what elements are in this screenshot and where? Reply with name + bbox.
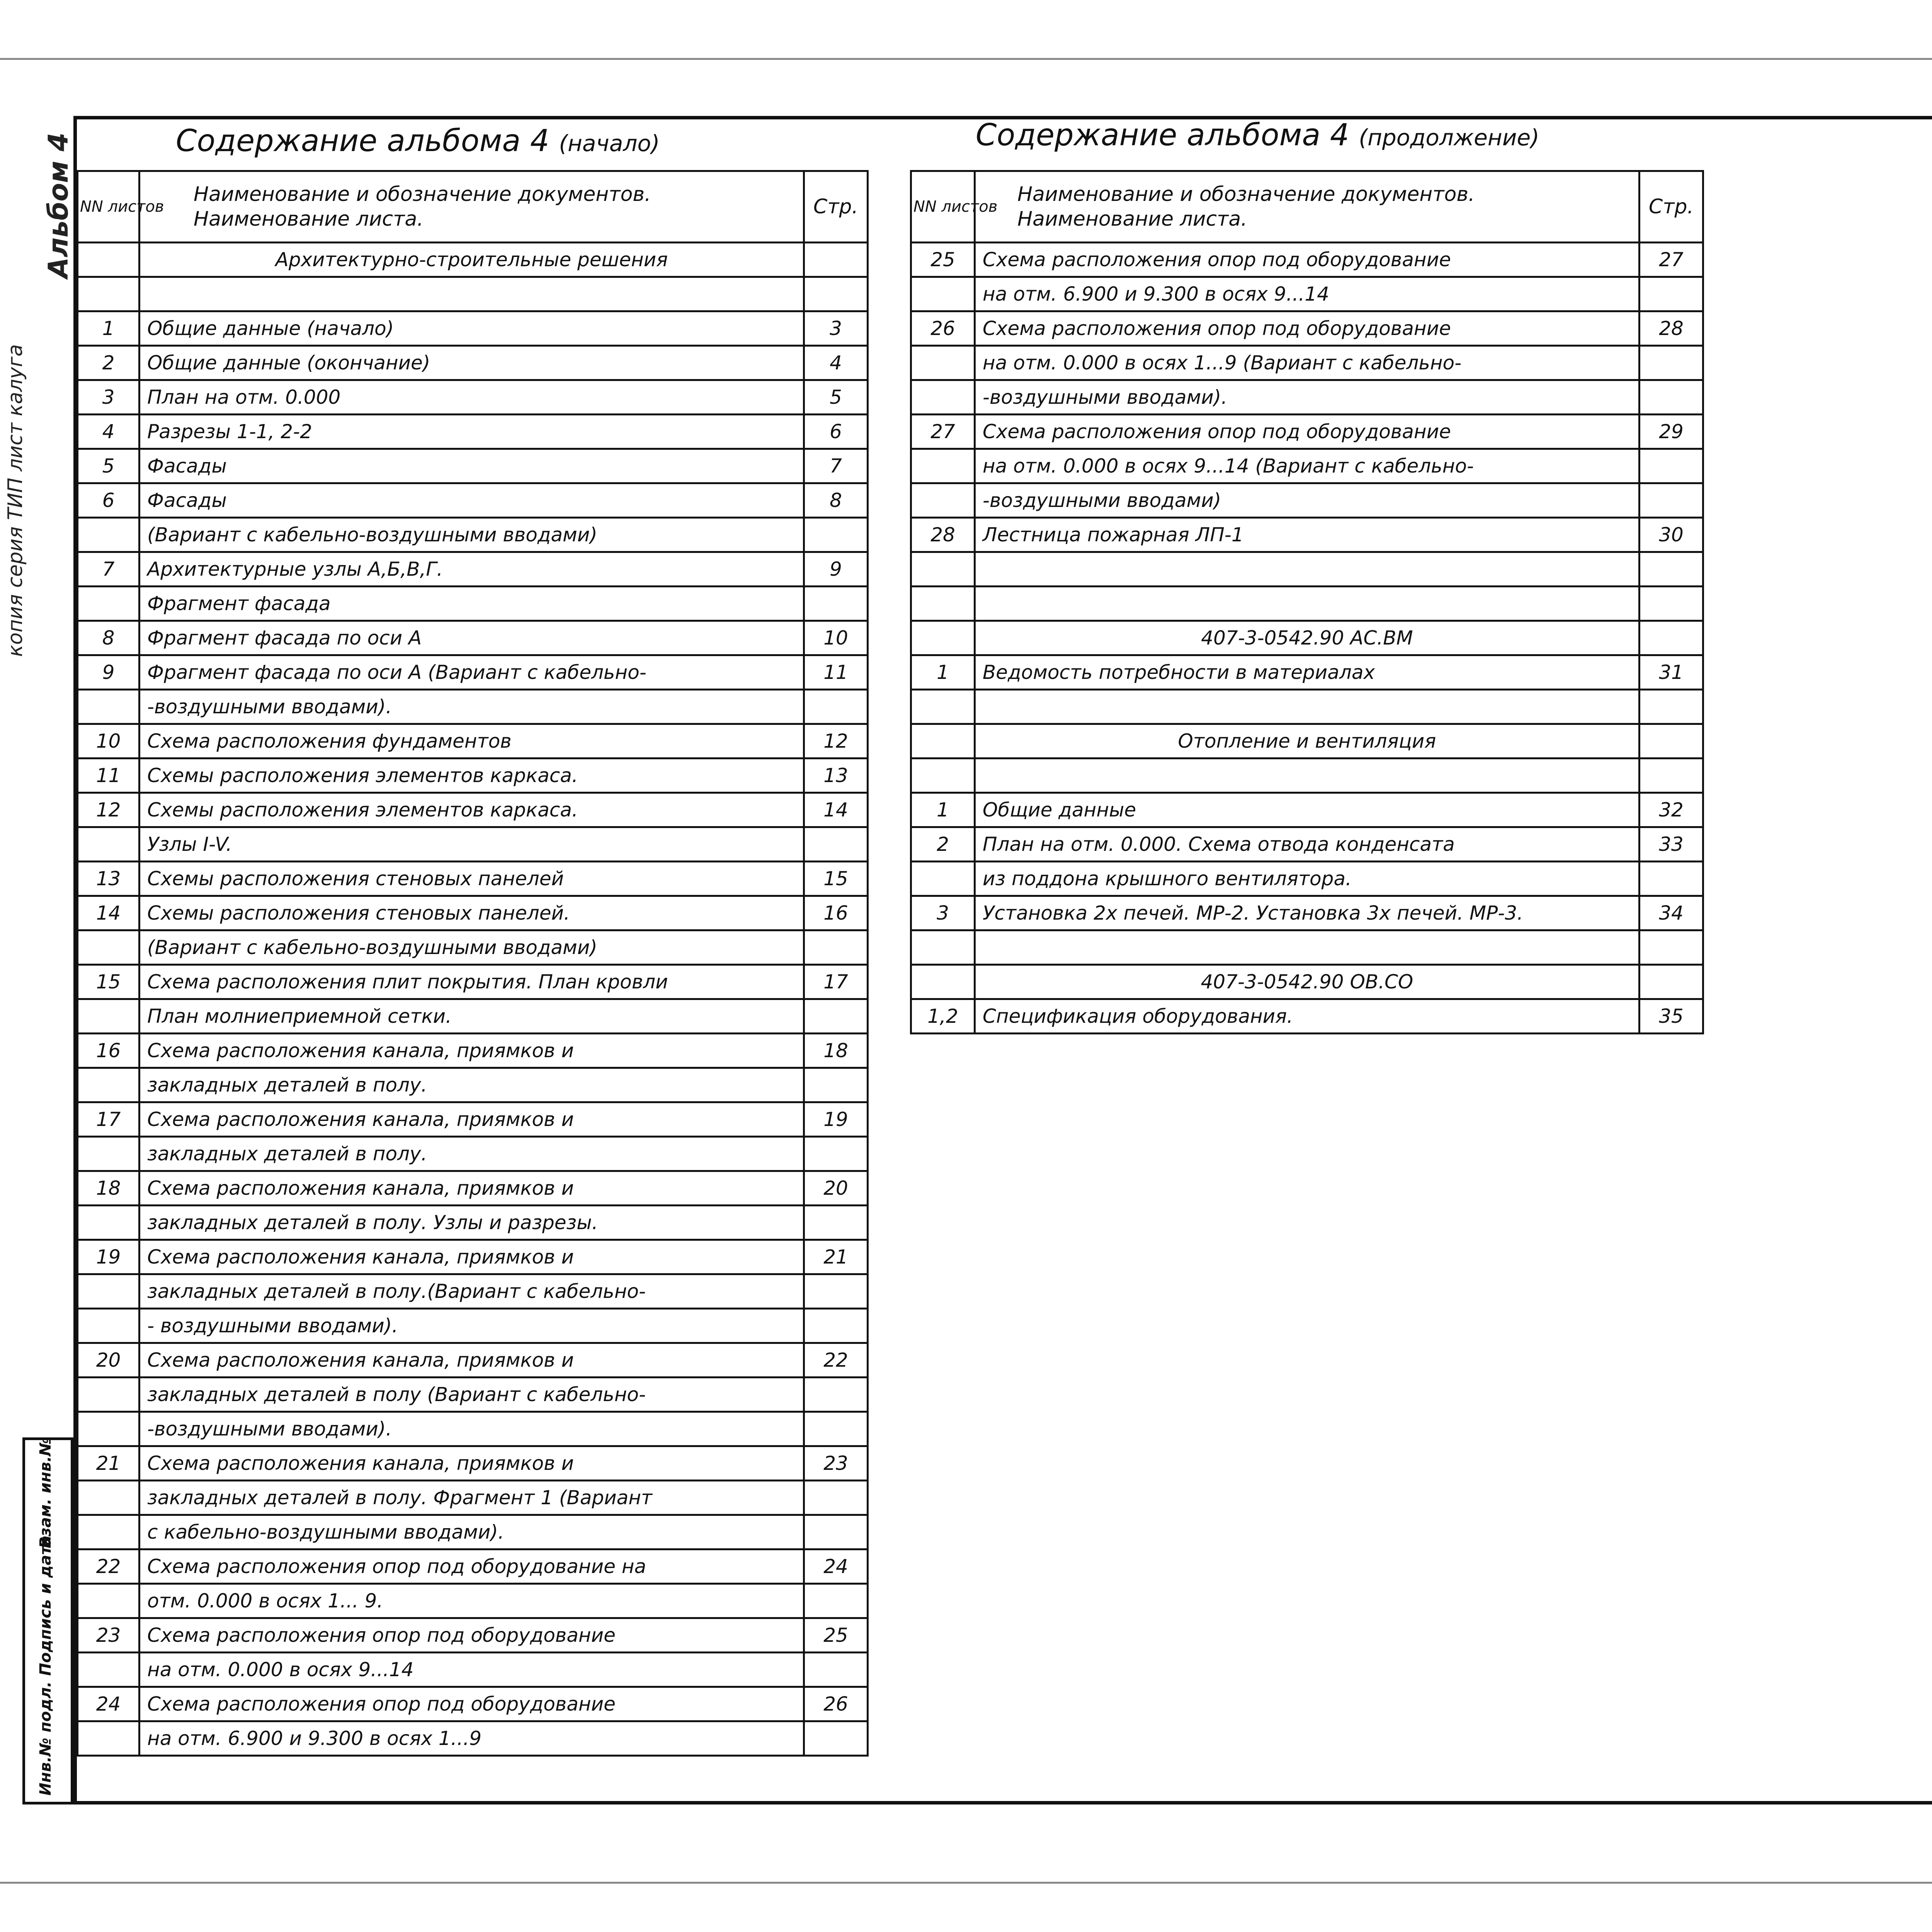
- document-name-cell: с кабельно-воздушными вводами).: [139, 1515, 804, 1549]
- table-row: [78, 1309, 868, 1343]
- document-name-cell: Фрагмент фасада: [139, 587, 804, 621]
- page-number-cell: 34: [1639, 896, 1703, 930]
- table-row: [78, 1446, 868, 1481]
- document-name-cell: на отм. 6.900 и 9.300 в осях 1...9: [139, 1721, 804, 1756]
- sheet-number-cell: [911, 552, 975, 587]
- sheet-number-cell: 4: [78, 415, 139, 449]
- document-name-cell: Схема расположения опор под оборудование: [139, 1618, 804, 1653]
- table-row: [911, 827, 1703, 862]
- table-row: [78, 1653, 868, 1687]
- table-row: [78, 1515, 868, 1549]
- page-number-cell: 18: [804, 1034, 868, 1068]
- document-name-cell: на отм. 0.000 в осях 1...9 (Вариант с кабельно-: [975, 346, 1639, 380]
- document-name-cell: 407-3-0542.90 ОВ.СО: [975, 965, 1639, 999]
- sheet-number-cell: [911, 587, 975, 621]
- table-row: [78, 552, 868, 587]
- right-contents-table: [910, 170, 1704, 1034]
- table-row: [78, 483, 868, 518]
- sheet-number-cell: [78, 1274, 139, 1309]
- table-header-row: [911, 171, 1703, 243]
- sheet-number-cell: [911, 380, 975, 415]
- sheet-number-cell: 24: [78, 1687, 139, 1721]
- table-row: [78, 1171, 868, 1206]
- table-row: [78, 930, 868, 965]
- table-row: [911, 999, 1703, 1034]
- document-name-cell: Схема расположения опор под оборудование: [975, 243, 1639, 277]
- table-row: [78, 1378, 868, 1412]
- page-number-cell: [804, 999, 868, 1034]
- table-row: [911, 793, 1703, 827]
- table-row: [911, 380, 1703, 415]
- table-row: [911, 483, 1703, 518]
- page-number-cell: [1639, 724, 1703, 759]
- sheet-number-cell: [78, 243, 139, 277]
- document-name-cell: [139, 277, 804, 311]
- table-row: [911, 724, 1703, 759]
- left-contents-table: [77, 170, 869, 1757]
- sheet-number-cell: [78, 930, 139, 965]
- table-row: [78, 999, 868, 1034]
- sheet-number-cell: [78, 1206, 139, 1240]
- document-name-cell: План на отм. 0.000. Схема отвода конденсата: [975, 827, 1639, 862]
- sheet-number-cell: [78, 587, 139, 621]
- page-number-cell: [1639, 483, 1703, 518]
- sheet-number-cell: [911, 862, 975, 896]
- page-number-cell: [804, 518, 868, 552]
- sheet-number-cell: [78, 1309, 139, 1343]
- page-number-cell: [1639, 346, 1703, 380]
- table-row: [78, 346, 868, 380]
- sheet-number-cell: [78, 1068, 139, 1102]
- page-number-cell: [804, 1068, 868, 1102]
- sheet-number-cell: 9: [78, 655, 139, 690]
- document-name-cell: Общие данные (начало): [139, 311, 804, 346]
- document-name-cell: -воздушными вводами).: [139, 690, 804, 724]
- sheet-number-cell: 27: [911, 415, 975, 449]
- page-number-cell: 4: [804, 346, 868, 380]
- table-row: [78, 1618, 868, 1653]
- table-row: [911, 862, 1703, 896]
- sheet-number-cell: 21: [78, 1446, 139, 1481]
- document-name-cell: -воздушными вводами).: [139, 1412, 804, 1446]
- document-name-cell: Схема расположения канала, приямков и: [139, 1240, 804, 1274]
- sheet-number-cell: 19: [78, 1240, 139, 1274]
- right-title-suffix: (продолжение): [1359, 124, 1539, 151]
- sheet-number-cell: [78, 1481, 139, 1515]
- page-number-cell: [1639, 930, 1703, 965]
- sheet-number-cell: 18: [78, 1171, 139, 1206]
- sheet-number-cell: [911, 277, 975, 311]
- sheet-number-cell: [78, 1653, 139, 1687]
- document-name-cell: закладных деталей в полу (Вариант с кабельно-: [139, 1378, 804, 1412]
- header-name: [139, 171, 804, 243]
- table-row: [911, 759, 1703, 793]
- table-row: [78, 518, 868, 552]
- table-row: [78, 1068, 868, 1102]
- page-number-cell: [804, 1378, 868, 1412]
- table-row: [78, 1549, 868, 1584]
- table-row: [78, 827, 868, 862]
- sheet-number-cell: 6: [78, 483, 139, 518]
- page-number-cell: [1639, 552, 1703, 587]
- page-number-cell: 32: [1639, 793, 1703, 827]
- page-number-cell: [804, 277, 868, 311]
- sheet-number-cell: 22: [78, 1549, 139, 1584]
- document-name-cell: [975, 930, 1639, 965]
- page-number-cell: 3: [804, 311, 868, 346]
- document-name-cell: [975, 587, 1639, 621]
- document-name-cell: Разрезы 1-1, 2-2: [139, 415, 804, 449]
- table-row: [78, 690, 868, 724]
- sheet-number-cell: 2: [911, 827, 975, 862]
- document-name-cell: - воздушными вводами).: [139, 1309, 804, 1343]
- document-name-cell: Схемы расположения элементов каркаса.: [139, 793, 804, 827]
- page-number-cell: 26: [804, 1687, 868, 1721]
- document-name-cell: закладных деталей в полу. Фрагмент 1 (Вариант: [139, 1481, 804, 1515]
- sheet-number-cell: 8: [78, 621, 139, 655]
- page-number-cell: 15: [804, 862, 868, 896]
- page-number-cell: 33: [1639, 827, 1703, 862]
- sheet-number-cell: 11: [78, 759, 139, 793]
- table-row: [911, 896, 1703, 930]
- document-name-cell: на отм. 0.000 в осях 9...14 (Вариант с кабельно-: [975, 449, 1639, 483]
- page-number-cell: [1639, 380, 1703, 415]
- sheet-number-cell: 2: [78, 346, 139, 380]
- document-name-cell: Схема расположения плит покрытия. План кровли: [139, 965, 804, 999]
- page-number-cell: [804, 827, 868, 862]
- page-number-cell: 12: [804, 724, 868, 759]
- sheet-number-cell: 1: [911, 655, 975, 690]
- table-row: [78, 1687, 868, 1721]
- table-row: [78, 1137, 868, 1171]
- sheet-number-cell: [78, 827, 139, 862]
- page-number-cell: [1639, 277, 1703, 311]
- sheet-number-cell: 15: [78, 965, 139, 999]
- sheet-number-cell: [911, 724, 975, 759]
- bottom-edge-line: [0, 1882, 1932, 1884]
- page-number-cell: [1639, 690, 1703, 724]
- document-name-cell: [975, 759, 1639, 793]
- stamp-label-signature-date: Подпись и дата: [37, 1535, 54, 1676]
- sheet-number-cell: [78, 1515, 139, 1549]
- table-row: [78, 1584, 868, 1618]
- sheet-number-cell: [911, 621, 975, 655]
- sheet-number-cell: [78, 277, 139, 311]
- sheet-number-cell: [911, 690, 975, 724]
- side-note: копия серия ТИП лист калуга: [4, 344, 27, 657]
- sheet-number-cell: 1: [911, 793, 975, 827]
- top-edge-line: [0, 58, 1932, 60]
- section-heading-cell: Архитектурно-строительные решения: [139, 243, 804, 277]
- left-title-suffix: (начало): [559, 130, 660, 156]
- table-row: [78, 449, 868, 483]
- document-name-cell: План на отм. 0.000: [139, 380, 804, 415]
- document-name-cell: Схема расположения канала, приямков и: [139, 1034, 804, 1068]
- sheet-number-cell: [78, 1584, 139, 1618]
- table-row: [911, 690, 1703, 724]
- document-name-cell: Схема расположения опор под оборудование: [975, 311, 1639, 346]
- document-name-cell: Схема расположения канала, приямков и: [139, 1446, 804, 1481]
- sheet-number-cell: [78, 1378, 139, 1412]
- document-name-cell: закладных деталей в полу.: [139, 1068, 804, 1102]
- page-number-cell: 10: [804, 621, 868, 655]
- sheet-number-cell: [911, 759, 975, 793]
- document-name-cell: Схема расположения опор под оборудование на: [139, 1549, 804, 1584]
- sheet-number-cell: 1,2: [911, 999, 975, 1034]
- document-name-cell: закладных деталей в полу. Узлы и разрезы.: [139, 1206, 804, 1240]
- document-name-cell: (Вариант с кабельно-воздушными вводами): [139, 930, 804, 965]
- document-name-cell: закладных деталей в полу.(Вариант с кабельно-: [139, 1274, 804, 1309]
- header-name-line2: Наименование листа.: [194, 207, 423, 231]
- page-number-cell: [804, 1206, 868, 1240]
- document-name-cell: закладных деталей в полу.: [139, 1137, 804, 1171]
- page-number-cell: [804, 930, 868, 965]
- header-page: Стр.: [804, 171, 868, 243]
- header-no: NN листов: [911, 171, 975, 243]
- document-name-cell: Фасады: [139, 449, 804, 483]
- sheet-number-cell: 10: [78, 724, 139, 759]
- table-row: [78, 759, 868, 793]
- page-number-cell: 17: [804, 965, 868, 999]
- page-number-cell: 16: [804, 896, 868, 930]
- table-row: [911, 346, 1703, 380]
- document-name-cell: отм. 0.000 в осях 1... 9.: [139, 1584, 804, 1618]
- document-name-cell: План молниеприемной сетки.: [139, 999, 804, 1034]
- table-row: [911, 655, 1703, 690]
- table-row: [911, 243, 1703, 277]
- table-row: [78, 587, 868, 621]
- page-number-cell: 6: [804, 415, 868, 449]
- sheet-number-cell: 20: [78, 1343, 139, 1378]
- document-name-cell: из поддона крышного вентилятора.: [975, 862, 1639, 896]
- document-name-cell: Фрагмент фасада по оси А (Вариант с кабельно-: [139, 655, 804, 690]
- page-number-cell: [804, 587, 868, 621]
- stamp-label-inv-orig: Инв.№ подл.: [37, 1681, 54, 1796]
- page-number-cell: 28: [1639, 311, 1703, 346]
- sheet-number-cell: 13: [78, 862, 139, 896]
- table-row: [78, 380, 868, 415]
- table-row: [78, 1206, 868, 1240]
- document-name-cell: Общие данные (окончание): [139, 346, 804, 380]
- document-name-cell: -воздушными вводами): [975, 483, 1639, 518]
- table-row: [78, 1102, 868, 1137]
- table-row: [78, 724, 868, 759]
- page-number-cell: 35: [1639, 999, 1703, 1034]
- table-row: [78, 621, 868, 655]
- page-number-cell: 25: [804, 1618, 868, 1653]
- header-name: [975, 171, 1639, 243]
- document-name-cell: Схема расположения опор под оборудование: [975, 415, 1639, 449]
- sheet-number-cell: 14: [78, 896, 139, 930]
- table-row: [78, 1343, 868, 1378]
- left-title-text: Содержание альбома 4: [176, 124, 549, 158]
- page-number-cell: 7: [804, 449, 868, 483]
- table-row: [911, 277, 1703, 311]
- sheet-number-cell: 5: [78, 449, 139, 483]
- page-number-cell: [804, 1309, 868, 1343]
- left-title: [176, 124, 660, 158]
- table-row: [78, 1240, 868, 1274]
- table-row: [78, 1274, 868, 1309]
- page-number-cell: [804, 1137, 868, 1171]
- table-row: [78, 243, 868, 277]
- page-number-cell: 14: [804, 793, 868, 827]
- table-row: [78, 655, 868, 690]
- right-title-text: Содержание альбома 4: [976, 118, 1349, 153]
- document-name-cell: Схема расположения опор под оборудование: [139, 1687, 804, 1721]
- table-row: [78, 1481, 868, 1515]
- sheet-number-cell: [911, 930, 975, 965]
- page-number-cell: [804, 690, 868, 724]
- document-name-cell: Узлы I-V.: [139, 827, 804, 862]
- sheet-number-cell: 23: [78, 1618, 139, 1653]
- table-row: [78, 1034, 868, 1068]
- document-name-cell: [975, 690, 1639, 724]
- right-title: [976, 118, 1539, 153]
- sheet-number-cell: [911, 346, 975, 380]
- table-row: [78, 965, 868, 999]
- table-row: [911, 415, 1703, 449]
- document-name-cell: Схема расположения фундаментов: [139, 724, 804, 759]
- document-name-cell: Схема расположения канала, приямков и: [139, 1171, 804, 1206]
- sheet-number-cell: 12: [78, 793, 139, 827]
- table-header-row: [78, 171, 868, 243]
- table-row: [78, 793, 868, 827]
- page-number-cell: 29: [1639, 415, 1703, 449]
- table-row: [911, 621, 1703, 655]
- document-name-cell: Установка 2х печей. МР-2. Установка 3х печей. МР-3.: [975, 896, 1639, 930]
- sheet-number-cell: [911, 449, 975, 483]
- page-number-cell: [1639, 759, 1703, 793]
- page-number-cell: [804, 1653, 868, 1687]
- header-name-line1: Наименование и обозначение документов.: [194, 183, 651, 206]
- page-number-cell: [1639, 449, 1703, 483]
- sheet-number-cell: [78, 1721, 139, 1756]
- table-row: [911, 587, 1703, 621]
- page-number-cell: 30: [1639, 518, 1703, 552]
- table-row: [911, 449, 1703, 483]
- sheet-number-cell: 7: [78, 552, 139, 587]
- document-name-cell: на отм. 6.900 и 9.300 в осях 9...14: [975, 277, 1639, 311]
- page-number-cell: 27: [1639, 243, 1703, 277]
- document-name-cell: Схемы расположения элементов каркаса.: [139, 759, 804, 793]
- document-name-cell: -воздушными вводами).: [975, 380, 1639, 415]
- document-name-cell: Схема расположения канала, приямков и: [139, 1102, 804, 1137]
- page-number-cell: [804, 1274, 868, 1309]
- document-name-cell: Схемы расположения стеновых панелей: [139, 862, 804, 896]
- page-number-cell: 23: [804, 1446, 868, 1481]
- page-number-cell: [1639, 587, 1703, 621]
- table-row: [78, 1412, 868, 1446]
- document-name-cell: Отопление и вентиляция: [975, 724, 1639, 759]
- header-page: Стр.: [1639, 171, 1703, 243]
- sheet-number-cell: 16: [78, 1034, 139, 1068]
- sheet-number-cell: [78, 690, 139, 724]
- document-name-cell: Спецификация оборудования.: [975, 999, 1639, 1034]
- table-row: [911, 552, 1703, 587]
- page-number-cell: [804, 1584, 868, 1618]
- document-name-cell: (Вариант с кабельно-воздушными вводами): [139, 518, 804, 552]
- stamp-label-replace-inv: Взам. инв.№: [37, 1437, 54, 1548]
- album-stamp: Альбом 4: [43, 133, 74, 278]
- document-name-cell: [975, 552, 1639, 587]
- page-number-cell: [804, 1412, 868, 1446]
- page-number-cell: 20: [804, 1171, 868, 1206]
- table-row: [911, 930, 1703, 965]
- document-name-cell: на отм. 0.000 в осях 9...14: [139, 1653, 804, 1687]
- sheet-number-cell: [78, 999, 139, 1034]
- table-row: [911, 311, 1703, 346]
- page-number-cell: 19: [804, 1102, 868, 1137]
- table-row: [78, 1721, 868, 1756]
- document-name-cell: Фрагмент фасада по оси А: [139, 621, 804, 655]
- header-no: NN листов: [78, 171, 139, 243]
- header-name-line2: Наименование листа.: [1017, 207, 1247, 231]
- page-number-cell: [804, 1481, 868, 1515]
- sheet-number-cell: [911, 965, 975, 999]
- sheet-number-cell: [78, 1137, 139, 1171]
- table-row: [78, 277, 868, 311]
- page-number-cell: 5: [804, 380, 868, 415]
- sheet-number-cell: 28: [911, 518, 975, 552]
- document-name-cell: Схема расположения канала, приямков и: [139, 1343, 804, 1378]
- page-number-cell: 31: [1639, 655, 1703, 690]
- page-number-cell: 11: [804, 655, 868, 690]
- sheet-number-cell: [911, 483, 975, 518]
- page-number-cell: [804, 243, 868, 277]
- page-number-cell: [804, 1515, 868, 1549]
- table-row: [78, 311, 868, 346]
- document-name-cell: Лестница пожарная ЛП-1: [975, 518, 1639, 552]
- document-name-cell: Общие данные: [975, 793, 1639, 827]
- document-name-cell: Архитектурные узлы А,Б,В,Г.: [139, 552, 804, 587]
- page-number-cell: [1639, 965, 1703, 999]
- header-name-line1: Наименование и обозначение документов.: [1017, 183, 1475, 206]
- page-number-cell: [1639, 621, 1703, 655]
- document-name-cell: Ведомость потребности в материалах: [975, 655, 1639, 690]
- table-row: [78, 862, 868, 896]
- table-row: [78, 896, 868, 930]
- sheet-number-cell: [78, 1412, 139, 1446]
- page-number-cell: 9: [804, 552, 868, 587]
- sheet-number-cell: 26: [911, 311, 975, 346]
- page-number-cell: [1639, 862, 1703, 896]
- page-number-cell: 8: [804, 483, 868, 518]
- sheet-number-cell: 3: [78, 380, 139, 415]
- table-row: [911, 965, 1703, 999]
- document-name-cell: Фасады: [139, 483, 804, 518]
- page-number-cell: 21: [804, 1240, 868, 1274]
- page-number-cell: 22: [804, 1343, 868, 1378]
- page-number-cell: [804, 1721, 868, 1756]
- sheet-number-cell: 25: [911, 243, 975, 277]
- page-number-cell: 13: [804, 759, 868, 793]
- sheet-number-cell: [78, 518, 139, 552]
- document-name-cell: Схемы расположения стеновых панелей.: [139, 896, 804, 930]
- table-row: [78, 415, 868, 449]
- sheet-number-cell: 17: [78, 1102, 139, 1137]
- table-row: [911, 518, 1703, 552]
- page-number-cell: 24: [804, 1549, 868, 1584]
- sheet-number-cell: 3: [911, 896, 975, 930]
- document-name-cell: 407-3-0542.90 АС.ВМ: [975, 621, 1639, 655]
- sheet-number-cell: 1: [78, 311, 139, 346]
- approval-stamp: [22, 1437, 73, 1804]
